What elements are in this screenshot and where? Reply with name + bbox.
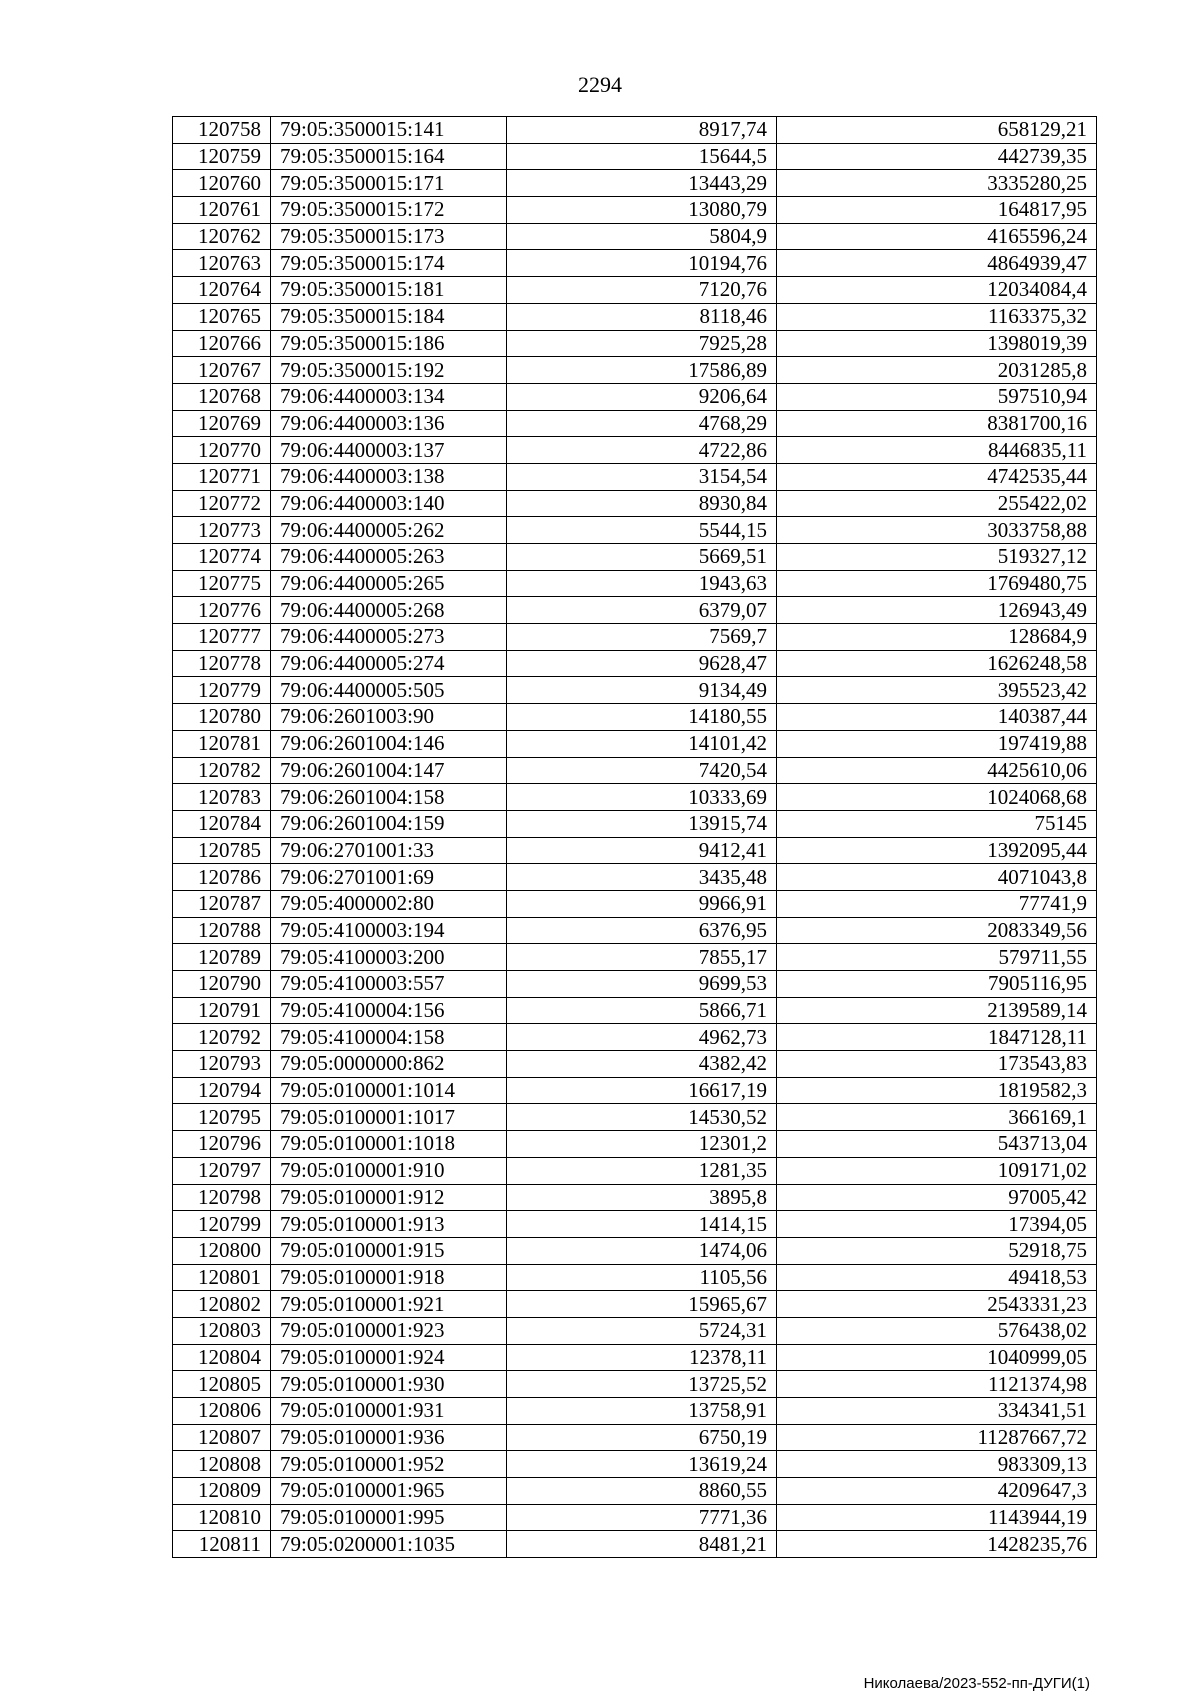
area-cell: 8481,21 bbox=[507, 1531, 777, 1558]
row-number-cell: 120792 bbox=[173, 1024, 271, 1051]
cadastral-number-cell: 79:05:3500015:171 bbox=[271, 170, 507, 197]
area-cell: 5804,9 bbox=[507, 223, 777, 250]
area-cell: 13619,24 bbox=[507, 1451, 777, 1478]
row-number-cell: 120772 bbox=[173, 490, 271, 517]
cadastral-number-cell: 79:06:2601004:158 bbox=[271, 784, 507, 811]
cadastral-value-cell: 1392095,44 bbox=[777, 837, 1097, 864]
cadastral-value-cell: 7905116,95 bbox=[777, 971, 1097, 998]
row-number-cell: 120783 bbox=[173, 784, 271, 811]
row-number-cell: 120797 bbox=[173, 1157, 271, 1184]
table-row bbox=[173, 704, 1097, 731]
cadastral-value-cell: 1769480,75 bbox=[777, 570, 1097, 597]
area-cell: 4722,86 bbox=[507, 437, 777, 464]
area-cell: 1105,56 bbox=[507, 1264, 777, 1291]
row-number-cell: 120811 bbox=[173, 1531, 271, 1558]
area-cell: 13915,74 bbox=[507, 810, 777, 837]
page-number: 2294 bbox=[578, 72, 622, 97]
cadastral-value-cell: 1163375,32 bbox=[777, 303, 1097, 330]
table-row bbox=[173, 917, 1097, 944]
cadastral-value-cell: 140387,44 bbox=[777, 704, 1097, 731]
cadastral-number-cell: 79:05:0000000:862 bbox=[271, 1051, 507, 1078]
table-row bbox=[173, 1157, 1097, 1184]
table-row bbox=[173, 544, 1097, 571]
cadastral-value-cell: 17394,05 bbox=[777, 1211, 1097, 1238]
area-cell: 17586,89 bbox=[507, 357, 777, 384]
cadastral-number-cell: 79:05:0100001:930 bbox=[271, 1371, 507, 1398]
cadastral-value-cell: 109171,02 bbox=[777, 1157, 1097, 1184]
area-cell: 8860,55 bbox=[507, 1478, 777, 1505]
table-row bbox=[173, 463, 1097, 490]
table-row bbox=[173, 117, 1097, 144]
cadastral-number-cell: 79:05:0100001:915 bbox=[271, 1237, 507, 1264]
table-row bbox=[173, 303, 1097, 330]
cadastral-value-cell: 173543,83 bbox=[777, 1051, 1097, 1078]
area-cell: 5866,71 bbox=[507, 997, 777, 1024]
table-row bbox=[173, 597, 1097, 624]
row-number-cell: 120776 bbox=[173, 597, 271, 624]
row-number-cell: 120781 bbox=[173, 730, 271, 757]
cadastral-value-cell: 1040999,05 bbox=[777, 1344, 1097, 1371]
area-cell: 4962,73 bbox=[507, 1024, 777, 1051]
area-cell: 5544,15 bbox=[507, 517, 777, 544]
row-number-cell: 120799 bbox=[173, 1211, 271, 1238]
cadastral-value-cell: 4209647,3 bbox=[777, 1478, 1097, 1505]
row-number-cell: 120769 bbox=[173, 410, 271, 437]
cadastral-value-cell: 576438,02 bbox=[777, 1317, 1097, 1344]
row-number-cell: 120759 bbox=[173, 143, 271, 170]
row-number-cell: 120804 bbox=[173, 1344, 271, 1371]
cadastral-value-cell: 1428235,76 bbox=[777, 1531, 1097, 1558]
cadastral-value-cell: 1121374,98 bbox=[777, 1371, 1097, 1398]
area-cell: 6750,19 bbox=[507, 1424, 777, 1451]
row-number-cell: 120790 bbox=[173, 971, 271, 998]
cadastral-value-cell: 77741,9 bbox=[777, 890, 1097, 917]
table-row bbox=[173, 730, 1097, 757]
table-row bbox=[173, 1024, 1097, 1051]
row-number-cell: 120784 bbox=[173, 810, 271, 837]
table-row bbox=[173, 1424, 1097, 1451]
row-number-cell: 120791 bbox=[173, 997, 271, 1024]
cadastral-value-cell: 1143944,19 bbox=[777, 1504, 1097, 1531]
cadastral-value-cell: 2031285,8 bbox=[777, 357, 1097, 384]
cadastral-value-cell: 1847128,11 bbox=[777, 1024, 1097, 1051]
row-number-cell: 120758 bbox=[173, 117, 271, 144]
cadastral-value-cell: 97005,42 bbox=[777, 1184, 1097, 1211]
cadastral-number-cell: 79:05:0100001:923 bbox=[271, 1317, 507, 1344]
cadastral-value-cell: 255422,02 bbox=[777, 490, 1097, 517]
cadastral-number-cell: 79:05:0100001:1017 bbox=[271, 1104, 507, 1131]
area-cell: 15965,67 bbox=[507, 1291, 777, 1318]
document-reference: Николаева/2023-552-пп-ДУГИ(1) bbox=[863, 1675, 1090, 1692]
cadastral-number-cell: 79:05:0100001:936 bbox=[271, 1424, 507, 1451]
table-row bbox=[173, 1451, 1097, 1478]
cadastral-number-cell: 79:05:0100001:913 bbox=[271, 1211, 507, 1238]
area-cell: 10194,76 bbox=[507, 250, 777, 277]
cadastral-number-cell: 79:05:0200001:1035 bbox=[271, 1531, 507, 1558]
cadastral-value-cell: 197419,88 bbox=[777, 730, 1097, 757]
area-cell: 13443,29 bbox=[507, 170, 777, 197]
cadastral-value-cell: 12034084,4 bbox=[777, 277, 1097, 304]
row-number-cell: 120782 bbox=[173, 757, 271, 784]
area-cell: 7569,7 bbox=[507, 624, 777, 651]
row-number-cell: 120773 bbox=[173, 517, 271, 544]
area-cell: 3154,54 bbox=[507, 463, 777, 490]
cadastral-number-cell: 79:06:4400003:138 bbox=[271, 463, 507, 490]
row-number-cell: 120798 bbox=[173, 1184, 271, 1211]
cadastral-value-cell: 395523,42 bbox=[777, 677, 1097, 704]
table-row bbox=[173, 277, 1097, 304]
cadastral-number-cell: 79:05:0100001:912 bbox=[271, 1184, 507, 1211]
cadastral-value-cell: 543713,04 bbox=[777, 1131, 1097, 1158]
area-cell: 5724,31 bbox=[507, 1317, 777, 1344]
row-number-cell: 120794 bbox=[173, 1077, 271, 1104]
cadastral-number-cell: 79:05:3500015:172 bbox=[271, 197, 507, 224]
table-row bbox=[173, 1478, 1097, 1505]
cadastral-number-cell: 79:05:3500015:192 bbox=[271, 357, 507, 384]
row-number-cell: 120760 bbox=[173, 170, 271, 197]
cadastral-number-cell: 79:05:0100001:995 bbox=[271, 1504, 507, 1531]
area-cell: 4382,42 bbox=[507, 1051, 777, 1078]
table-row bbox=[173, 1531, 1097, 1558]
table-row bbox=[173, 757, 1097, 784]
row-number-cell: 120788 bbox=[173, 917, 271, 944]
cadastral-value-cell: 4864939,47 bbox=[777, 250, 1097, 277]
row-number-cell: 120810 bbox=[173, 1504, 271, 1531]
row-number-cell: 120778 bbox=[173, 650, 271, 677]
table-row bbox=[173, 170, 1097, 197]
area-cell: 7120,76 bbox=[507, 277, 777, 304]
area-cell: 8930,84 bbox=[507, 490, 777, 517]
cadastral-number-cell: 79:05:4100004:158 bbox=[271, 1024, 507, 1051]
row-number-cell: 120763 bbox=[173, 250, 271, 277]
area-cell: 9966,91 bbox=[507, 890, 777, 917]
area-cell: 16617,19 bbox=[507, 1077, 777, 1104]
cadastral-value-cell: 1626248,58 bbox=[777, 650, 1097, 677]
cadastral-value-cell: 49418,53 bbox=[777, 1264, 1097, 1291]
area-cell: 12378,11 bbox=[507, 1344, 777, 1371]
area-cell: 9628,47 bbox=[507, 650, 777, 677]
cadastral-number-cell: 79:06:2701001:69 bbox=[271, 864, 507, 891]
table-row bbox=[173, 437, 1097, 464]
row-number-cell: 120786 bbox=[173, 864, 271, 891]
area-cell: 3435,48 bbox=[507, 864, 777, 891]
cadastral-number-cell: 79:06:2601004:147 bbox=[271, 757, 507, 784]
cadastral-number-cell: 79:06:4400005:273 bbox=[271, 624, 507, 651]
cadastral-value-cell: 4165596,24 bbox=[777, 223, 1097, 250]
cadastral-number-cell: 79:05:0100001:952 bbox=[271, 1451, 507, 1478]
cadastral-number-cell: 79:05:0100001:918 bbox=[271, 1264, 507, 1291]
table-row bbox=[173, 250, 1097, 277]
table-row bbox=[173, 197, 1097, 224]
row-number-cell: 120777 bbox=[173, 624, 271, 651]
cadastral-number-cell: 79:06:2601004:146 bbox=[271, 730, 507, 757]
area-cell: 15644,5 bbox=[507, 143, 777, 170]
row-number-cell: 120762 bbox=[173, 223, 271, 250]
cadastral-value-cell: 442739,35 bbox=[777, 143, 1097, 170]
cadastral-number-cell: 79:06:4400003:137 bbox=[271, 437, 507, 464]
table-row bbox=[173, 837, 1097, 864]
area-cell: 4768,29 bbox=[507, 410, 777, 437]
cadastral-value-cell: 1819582,3 bbox=[777, 1077, 1097, 1104]
cadastral-number-cell: 79:06:4400005:262 bbox=[271, 517, 507, 544]
area-cell: 13725,52 bbox=[507, 1371, 777, 1398]
area-cell: 8118,46 bbox=[507, 303, 777, 330]
cadastral-value-cell: 2083349,56 bbox=[777, 917, 1097, 944]
table-body bbox=[173, 117, 1097, 1558]
area-cell: 8917,74 bbox=[507, 117, 777, 144]
cadastral-number-cell: 79:06:4400005:274 bbox=[271, 650, 507, 677]
cadastral-value-cell: 983309,13 bbox=[777, 1451, 1097, 1478]
cadastral-number-cell: 79:06:4400005:268 bbox=[271, 597, 507, 624]
cadastral-value-cell: 2139589,14 bbox=[777, 997, 1097, 1024]
area-cell: 13080,79 bbox=[507, 197, 777, 224]
table-row bbox=[173, 1131, 1097, 1158]
cadastral-number-cell: 79:05:3500015:181 bbox=[271, 277, 507, 304]
cadastral-number-cell: 79:06:4400003:134 bbox=[271, 383, 507, 410]
table-row bbox=[173, 890, 1097, 917]
area-cell: 14101,42 bbox=[507, 730, 777, 757]
cadastral-value-cell: 1024068,68 bbox=[777, 784, 1097, 811]
cadastral-number-cell: 79:06:4400003:136 bbox=[271, 410, 507, 437]
row-number-cell: 120796 bbox=[173, 1131, 271, 1158]
row-number-cell: 120775 bbox=[173, 570, 271, 597]
area-cell: 14530,52 bbox=[507, 1104, 777, 1131]
table-row bbox=[173, 330, 1097, 357]
table-row bbox=[173, 971, 1097, 998]
cadastral-number-cell: 79:06:4400003:140 bbox=[271, 490, 507, 517]
row-number-cell: 120780 bbox=[173, 704, 271, 731]
cadastral-value-cell: 1398019,39 bbox=[777, 330, 1097, 357]
cadastral-number-cell: 79:05:4000002:80 bbox=[271, 890, 507, 917]
table-row bbox=[173, 864, 1097, 891]
cadastral-number-cell: 79:05:0100001:1018 bbox=[271, 1131, 507, 1158]
row-number-cell: 120795 bbox=[173, 1104, 271, 1131]
row-number-cell: 120806 bbox=[173, 1398, 271, 1425]
area-cell: 10333,69 bbox=[507, 784, 777, 811]
area-cell: 9206,64 bbox=[507, 383, 777, 410]
cadastral-number-cell: 79:05:3500015:186 bbox=[271, 330, 507, 357]
table-row bbox=[173, 383, 1097, 410]
row-number-cell: 120803 bbox=[173, 1317, 271, 1344]
row-number-cell: 120808 bbox=[173, 1451, 271, 1478]
cadastral-value-cell: 366169,1 bbox=[777, 1104, 1097, 1131]
cadastral-value-cell: 658129,21 bbox=[777, 117, 1097, 144]
cadastral-value-cell: 4425610,06 bbox=[777, 757, 1097, 784]
table-row bbox=[173, 490, 1097, 517]
cadastral-value-cell: 8381700,16 bbox=[777, 410, 1097, 437]
table-row bbox=[173, 1317, 1097, 1344]
cadastral-number-cell: 79:05:0100001:1014 bbox=[271, 1077, 507, 1104]
row-number-cell: 120807 bbox=[173, 1424, 271, 1451]
table-row bbox=[173, 944, 1097, 971]
row-number-cell: 120801 bbox=[173, 1264, 271, 1291]
table-row bbox=[173, 1504, 1097, 1531]
cadastral-value-cell: 3335280,25 bbox=[777, 170, 1097, 197]
table-row bbox=[173, 410, 1097, 437]
cadastral-value-cell: 4071043,8 bbox=[777, 864, 1097, 891]
area-cell: 5669,51 bbox=[507, 544, 777, 571]
cadastral-value-cell: 11287667,72 bbox=[777, 1424, 1097, 1451]
table-row bbox=[173, 143, 1097, 170]
cadastral-value-cell: 334341,51 bbox=[777, 1398, 1097, 1425]
row-number-cell: 120809 bbox=[173, 1478, 271, 1505]
area-cell: 12301,2 bbox=[507, 1131, 777, 1158]
table-row bbox=[173, 1344, 1097, 1371]
cadastral-value-cell: 75145 bbox=[777, 810, 1097, 837]
table-row bbox=[173, 357, 1097, 384]
cadastral-value-cell: 128684,9 bbox=[777, 624, 1097, 651]
row-number-cell: 120761 bbox=[173, 197, 271, 224]
table-row bbox=[173, 624, 1097, 651]
table-row bbox=[173, 1264, 1097, 1291]
table-row bbox=[173, 1077, 1097, 1104]
cadastral-value-cell: 4742535,44 bbox=[777, 463, 1097, 490]
area-cell: 13758,91 bbox=[507, 1398, 777, 1425]
area-cell: 6379,07 bbox=[507, 597, 777, 624]
table-row bbox=[173, 784, 1097, 811]
table-row bbox=[173, 1211, 1097, 1238]
cadastral-number-cell: 79:06:2601003:90 bbox=[271, 704, 507, 731]
area-cell: 14180,55 bbox=[507, 704, 777, 731]
cadastral-number-cell: 79:05:4100003:200 bbox=[271, 944, 507, 971]
area-cell: 1414,15 bbox=[507, 1211, 777, 1238]
area-cell: 1474,06 bbox=[507, 1237, 777, 1264]
area-cell: 7925,28 bbox=[507, 330, 777, 357]
cadastral-number-cell: 79:05:4100004:156 bbox=[271, 997, 507, 1024]
row-number-cell: 120765 bbox=[173, 303, 271, 330]
area-cell: 7420,54 bbox=[507, 757, 777, 784]
row-number-cell: 120771 bbox=[173, 463, 271, 490]
row-number-cell: 120768 bbox=[173, 383, 271, 410]
cadastral-number-cell: 79:05:4100003:557 bbox=[271, 971, 507, 998]
row-number-cell: 120793 bbox=[173, 1051, 271, 1078]
cadastral-number-cell: 79:05:3500015:184 bbox=[271, 303, 507, 330]
table-row bbox=[173, 677, 1097, 704]
cadastral-number-cell: 79:05:3500015:164 bbox=[271, 143, 507, 170]
cadastral-value-cell: 126943,49 bbox=[777, 597, 1097, 624]
row-number-cell: 120785 bbox=[173, 837, 271, 864]
area-cell: 9699,53 bbox=[507, 971, 777, 998]
row-number-cell: 120789 bbox=[173, 944, 271, 971]
cadastral-value-cell: 3033758,88 bbox=[777, 517, 1097, 544]
cadastral-number-cell: 79:06:4400005:265 bbox=[271, 570, 507, 597]
cadastral-number-cell: 79:05:3500015:173 bbox=[271, 223, 507, 250]
area-cell: 1943,63 bbox=[507, 570, 777, 597]
cadastral-value-cell: 579711,55 bbox=[777, 944, 1097, 971]
cadastral-value-cell: 164817,95 bbox=[777, 197, 1097, 224]
cadastral-number-cell: 79:05:0100001:921 bbox=[271, 1291, 507, 1318]
cadastral-value-table bbox=[172, 116, 1097, 1558]
area-cell: 9134,49 bbox=[507, 677, 777, 704]
table-row bbox=[173, 997, 1097, 1024]
cadastral-value-cell: 8446835,11 bbox=[777, 437, 1097, 464]
cadastral-value-cell: 2543331,23 bbox=[777, 1291, 1097, 1318]
table-row bbox=[173, 1398, 1097, 1425]
row-number-cell: 120800 bbox=[173, 1237, 271, 1264]
row-number-cell: 120766 bbox=[173, 330, 271, 357]
area-cell: 7771,36 bbox=[507, 1504, 777, 1531]
cadastral-number-cell: 79:05:3500015:174 bbox=[271, 250, 507, 277]
table-row bbox=[173, 650, 1097, 677]
table-row bbox=[173, 1291, 1097, 1318]
area-cell: 6376,95 bbox=[507, 917, 777, 944]
table-row bbox=[173, 1371, 1097, 1398]
table-row bbox=[173, 223, 1097, 250]
cadastral-value-cell: 597510,94 bbox=[777, 383, 1097, 410]
cadastral-number-cell: 79:06:4400005:263 bbox=[271, 544, 507, 571]
row-number-cell: 120774 bbox=[173, 544, 271, 571]
row-number-cell: 120770 bbox=[173, 437, 271, 464]
row-number-cell: 120767 bbox=[173, 357, 271, 384]
cadastral-number-cell: 79:06:2601004:159 bbox=[271, 810, 507, 837]
row-number-cell: 120787 bbox=[173, 890, 271, 917]
table-row bbox=[173, 1104, 1097, 1131]
cadastral-number-cell: 79:05:3500015:141 bbox=[271, 117, 507, 144]
cadastral-number-cell: 79:06:2701001:33 bbox=[271, 837, 507, 864]
cadastral-number-cell: 79:05:0100001:924 bbox=[271, 1344, 507, 1371]
cadastral-value-cell: 519327,12 bbox=[777, 544, 1097, 571]
cadastral-number-cell: 79:05:0100001:965 bbox=[271, 1478, 507, 1505]
row-number-cell: 120779 bbox=[173, 677, 271, 704]
row-number-cell: 120802 bbox=[173, 1291, 271, 1318]
cadastral-number-cell: 79:05:0100001:910 bbox=[271, 1157, 507, 1184]
cadastral-number-cell: 79:06:4400005:505 bbox=[271, 677, 507, 704]
area-cell: 1281,35 bbox=[507, 1157, 777, 1184]
area-cell: 7855,17 bbox=[507, 944, 777, 971]
table-row bbox=[173, 1237, 1097, 1264]
row-number-cell: 120764 bbox=[173, 277, 271, 304]
table-row bbox=[173, 517, 1097, 544]
cadastral-value-cell: 52918,75 bbox=[777, 1237, 1097, 1264]
table-row bbox=[173, 570, 1097, 597]
area-cell: 3895,8 bbox=[507, 1184, 777, 1211]
cadastral-number-cell: 79:05:4100003:194 bbox=[271, 917, 507, 944]
table-row bbox=[173, 810, 1097, 837]
cadastral-number-cell: 79:05:0100001:931 bbox=[271, 1398, 507, 1425]
area-cell: 9412,41 bbox=[507, 837, 777, 864]
row-number-cell: 120805 bbox=[173, 1371, 271, 1398]
table-row bbox=[173, 1051, 1097, 1078]
table-row bbox=[173, 1184, 1097, 1211]
